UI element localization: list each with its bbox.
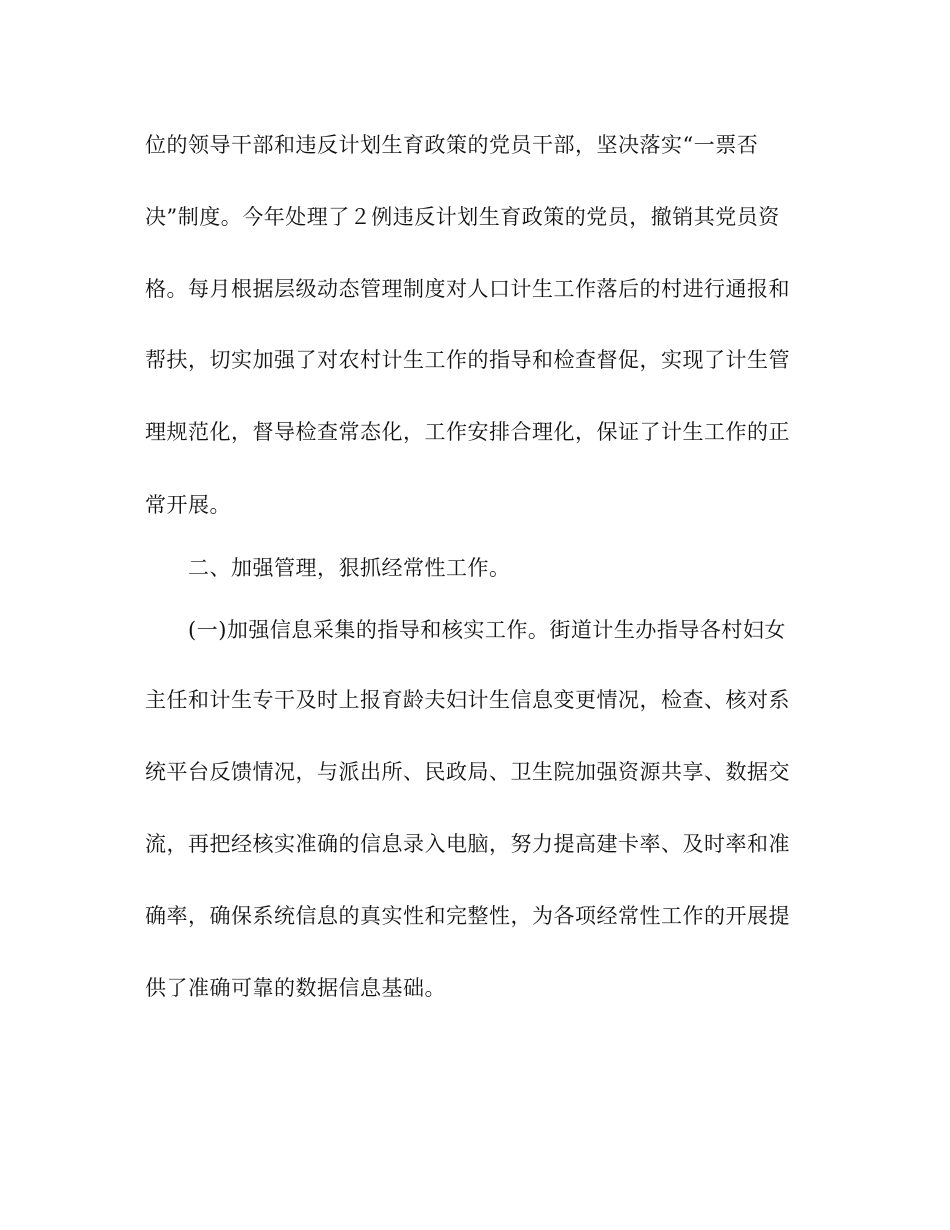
text-line: 格。每月根据层级动态管理制度对人口计生工作落后的村进行通报和 [145, 277, 790, 301]
text-line: 流，再把经核实准确的信息录入电脑，努力提高建卡率、及时率和准 [145, 832, 790, 856]
text-line: 统平台反馈情况，与派出所、民政局、卫生院加强资源共享、数据交 [145, 760, 790, 784]
text-line: 帮扶，切实加强了对农村计生工作的指导和检查督促，实现了计生管 [145, 348, 790, 372]
section-heading: 二、加强管理，狠抓经常性工作。 [188, 556, 511, 580]
text-line: 供了准确可靠的数据信息基础。 [145, 976, 446, 1000]
text-line: 位的领导干部和违反计划生育政策的党员干部，坚决落实“一票否 [145, 133, 759, 157]
text-line: 理规范化，督导检查常态化，工作安排合理化，保证了计生工作的正 [145, 420, 790, 444]
text-line: 主任和计生专干及时上报育龄夫妇计生信息变更情况，检查、核对系 [145, 688, 790, 712]
text-line: 决”制度。今年处理了２例违反计划生育政策的党员，撤销其党员资 [145, 205, 780, 229]
text-line: 常开展。 [145, 493, 231, 517]
text-line: 确率，确保系统信息的真实性和完整性，为各项经常性工作的开展提 [145, 904, 790, 928]
text-line: (一)加强信息采集的指导和核实工作。街道计生办指导各村妇女 [188, 618, 786, 642]
